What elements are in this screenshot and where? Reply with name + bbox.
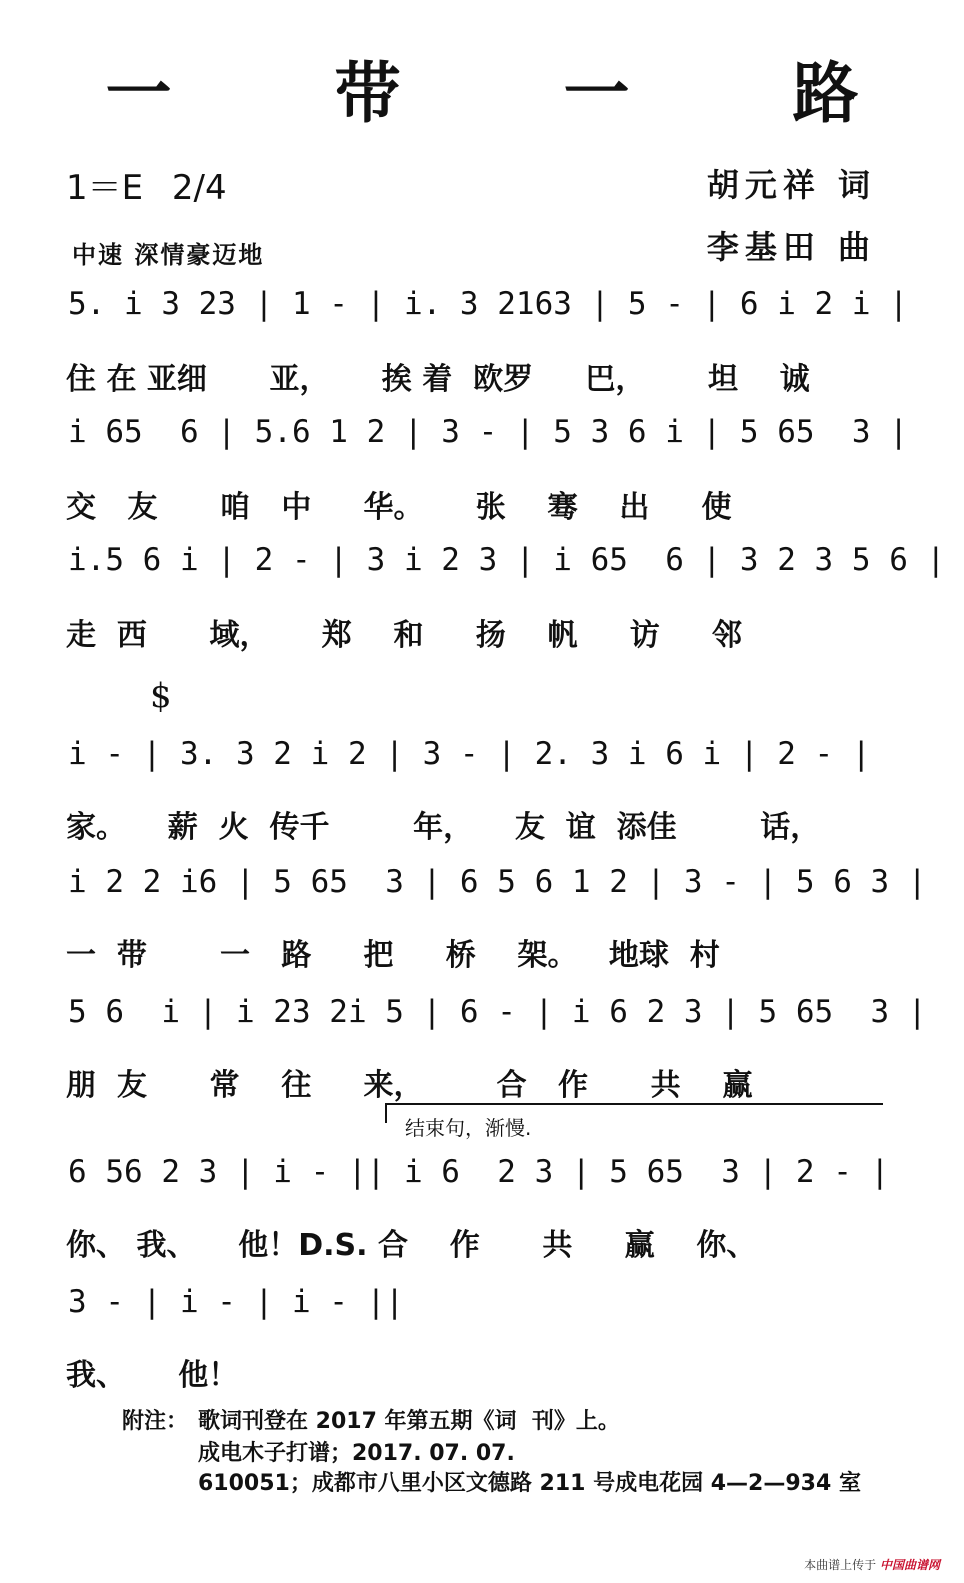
notation-line-1: 5. i 3 23 | 1 - | i. 3 2163 | 5 - | 6 i 2 i | xyxy=(68,286,908,322)
notes-line-2: 成电木子打谱；2017. 07. 07. xyxy=(198,1441,515,1466)
footer-prefix: 本曲谱上传于 xyxy=(804,1558,877,1572)
song-title: 一 带 一 路 xyxy=(105,54,929,132)
ending-bracket-line xyxy=(385,1103,883,1105)
notation-line-8: 3 - | i - | i - || xyxy=(68,1284,404,1320)
notes-line-1: 歌词刊登在 2017 年第五期《词 刊》上。 xyxy=(198,1409,620,1434)
footer-brand-logo[interactable]: 中国曲谱网 xyxy=(879,1558,940,1572)
segno-sign: $ xyxy=(150,676,172,716)
lyrics-line-6: 朋 友 常 往 来， 合 作 共 赢 xyxy=(66,1068,753,1103)
notation-line-2: i 65 6 | 5.6 1 2 | 3 - | 5 3 6 i | 5 65 3 | xyxy=(68,414,908,450)
notation-line-6: 5 6 i | i 23 2i 5 | 6 - | i 6 2 3 | 5 65 3 | xyxy=(68,994,927,1030)
lyrics-line-2: 交 友 咱 中 华。 张 骞 出 使 xyxy=(66,490,732,525)
notation-line-3: i.5 6 i | 2 - | 3 i 2 3 | i 65 6 | 3 2 3 5 6 | xyxy=(68,542,946,578)
notation-line-4: i - | 3. 3 2 i 2 | 3 - | 2. 3 i 6 i | 2 - | xyxy=(68,736,871,772)
notation-line-7: 6 56 2 3 | i - || i 6 2 3 | 5 65 3 | 2 - | xyxy=(68,1154,890,1190)
lyrics-line-7: 你、 我、 他！D.S. 合 作 共 赢 你、 xyxy=(66,1228,757,1263)
lyrics-line-1: 住 在 亚细 亚， 挨 着 欧罗 巴， 坦 诚 xyxy=(66,362,810,397)
lyricist-credit: 胡元祥 词 xyxy=(706,166,876,204)
key-signature: 1＝E 2/4 xyxy=(66,168,227,208)
lyrics-line-5: 一 带 一 路 把 桥 架。 地球 村 xyxy=(66,938,720,973)
lyrics-line-3: 走 西 域， 郑 和 扬 帆 访 邻 xyxy=(66,618,742,653)
lyrics-line-8: 我、 他！ xyxy=(66,1358,239,1393)
ending-bracket-tick xyxy=(385,1103,387,1123)
site-footer xyxy=(804,1556,940,1573)
notes-label: 附注： xyxy=(122,1409,189,1434)
tempo-marking: 中速 深情豪迈地 xyxy=(72,241,265,269)
notes-line-3: 610051；成都市八里小区文德路 211 号成电花园 4—2—934 室 xyxy=(198,1471,861,1496)
composer-credit: 李基田 曲 xyxy=(706,228,876,266)
ending-bracket-label: 结束句，渐慢. xyxy=(405,1116,532,1140)
notation-line-5: i 2 2 i6 | 5 65 3 | 6 5 6 1 2 | 3 - | 5 6 3 | xyxy=(68,864,927,900)
lyrics-line-4: 家。 薪 火 传千 年， 友 谊 添佳 话， xyxy=(66,810,821,845)
